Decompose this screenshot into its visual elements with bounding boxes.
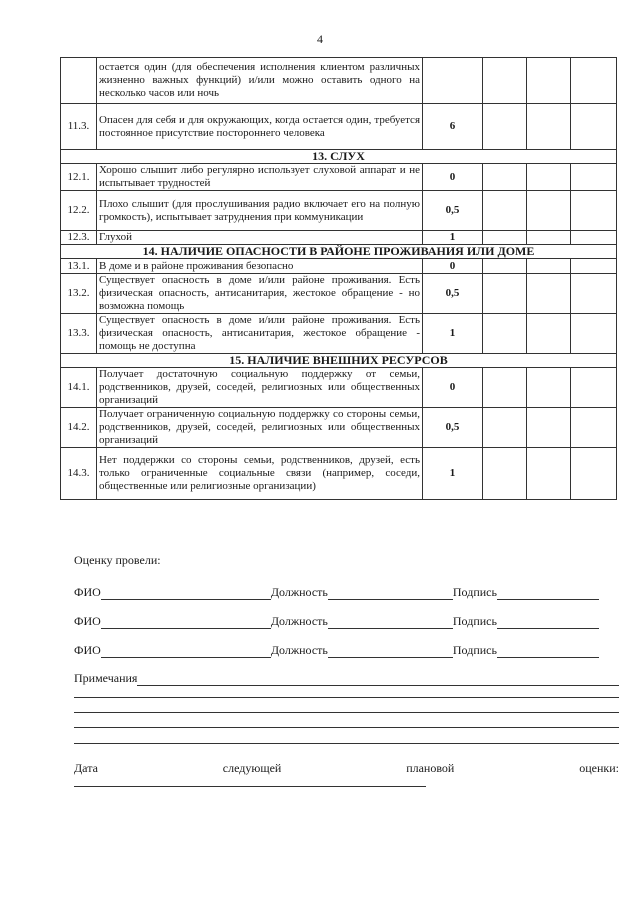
section-title: 13. СЛУХ bbox=[61, 150, 617, 164]
fio-label: ФИО bbox=[74, 643, 101, 657]
item-number: 11.3. bbox=[61, 104, 97, 150]
notes-line[interactable] bbox=[74, 697, 619, 698]
assessment-cell[interactable] bbox=[483, 314, 527, 354]
assessment-cell[interactable] bbox=[527, 231, 571, 245]
assessment-cell[interactable] bbox=[527, 191, 571, 231]
item-score: 0,5 bbox=[423, 191, 483, 231]
assessment-cell[interactable] bbox=[483, 274, 527, 314]
table-row bbox=[61, 274, 617, 314]
assessment-table bbox=[60, 57, 617, 500]
assessment-cell[interactable] bbox=[571, 408, 617, 448]
signature-block-1 bbox=[74, 584, 619, 600]
item-number: 13.2. bbox=[61, 274, 97, 314]
table-row bbox=[61, 104, 617, 150]
assessment-cell[interactable] bbox=[571, 259, 617, 274]
assessment-cell[interactable] bbox=[483, 259, 527, 274]
table-row bbox=[61, 448, 617, 500]
item-number: 13.3. bbox=[61, 314, 97, 354]
item-score: 0 bbox=[423, 164, 483, 191]
assessment-cell[interactable] bbox=[571, 368, 617, 408]
item-description: Глухой bbox=[97, 231, 423, 245]
assessment-cell[interactable] bbox=[571, 448, 617, 500]
item-description: Существует опасность в доме и/или районе проживания. Есть физическая опасность, антисанитария, жестокое обращение - но возможна помощь bbox=[97, 274, 423, 314]
assessment-cell[interactable] bbox=[527, 408, 571, 448]
item-score bbox=[423, 58, 483, 104]
item-score: 0 bbox=[423, 368, 483, 408]
section-header-row bbox=[61, 354, 617, 368]
assessment-cell[interactable] bbox=[483, 231, 527, 245]
signature-label: Подпись bbox=[452, 643, 497, 657]
item-description: Существует опасность в доме и/или районе проживания. Есть физическая опасность, антисанитария, жестокое обращение - помощь не доступна bbox=[97, 314, 423, 354]
assessment-cell[interactable] bbox=[483, 58, 527, 104]
assessment-cell[interactable] bbox=[527, 368, 571, 408]
table-row bbox=[61, 164, 617, 191]
notes-label: Примечания bbox=[74, 671, 138, 685]
item-description: Получает ограниченную социальную поддержку со стороны семьи, родственников, друзей, соседей, религиозных или общественных организаций bbox=[97, 408, 423, 448]
section-header-row bbox=[61, 245, 617, 259]
item-number: 12.2. bbox=[61, 191, 97, 231]
date-field[interactable] bbox=[74, 786, 426, 787]
item-number: 12.1. bbox=[61, 164, 97, 191]
table-row bbox=[61, 231, 617, 245]
assessment-cell[interactable] bbox=[483, 164, 527, 191]
table-row bbox=[61, 58, 617, 104]
assessment-cell[interactable] bbox=[571, 314, 617, 354]
item-number bbox=[61, 58, 97, 104]
assessment-cell[interactable] bbox=[571, 274, 617, 314]
fio-field[interactable] bbox=[101, 646, 271, 658]
page-number: 4 bbox=[317, 32, 323, 46]
fio-field[interactable] bbox=[101, 617, 271, 629]
assessment-cell[interactable] bbox=[527, 274, 571, 314]
item-score: 0,5 bbox=[423, 274, 483, 314]
item-score: 0,5 bbox=[423, 408, 483, 448]
item-description: Хорошо слышит либо регулярно использует слуховой аппарат и не испытывает трудностей bbox=[97, 164, 423, 191]
next-assessment-date bbox=[74, 761, 619, 776]
item-description: Опасен для себя и для окружающих, когда остается один, требуется постоянное присутствие постороннего человека bbox=[97, 104, 423, 150]
table-row bbox=[61, 259, 617, 274]
item-description: Плохо слышит (для прослушивания радио включает его на полную громкость), испытывает затруднения при коммуникации bbox=[97, 191, 423, 231]
notes-line[interactable] bbox=[74, 743, 619, 744]
position-field[interactable] bbox=[328, 588, 453, 600]
position-label: Должность bbox=[270, 614, 328, 628]
item-number: 14.3. bbox=[61, 448, 97, 500]
assessment-title: Оценку провели: bbox=[74, 553, 161, 567]
assessment-cell[interactable] bbox=[571, 104, 617, 150]
assessment-cell[interactable] bbox=[527, 104, 571, 150]
item-score: 1 bbox=[423, 231, 483, 245]
assessment-cell[interactable] bbox=[527, 259, 571, 274]
fio-label: ФИО bbox=[74, 614, 101, 628]
position-field[interactable] bbox=[328, 646, 453, 658]
fio-label: ФИО bbox=[74, 585, 101, 599]
item-number: 14.2. bbox=[61, 408, 97, 448]
position-field[interactable] bbox=[328, 617, 453, 629]
date-word: следующей bbox=[222, 761, 282, 775]
item-description: В доме и в районе проживания безопасно bbox=[97, 259, 423, 274]
assessment-cell[interactable] bbox=[483, 448, 527, 500]
assessment-cell[interactable] bbox=[527, 164, 571, 191]
section-title: 14. НАЛИЧИЕ ОПАСНОСТИ В РАЙОНЕ ПРОЖИВАНИЯ ИЛИ ДОМЕ bbox=[61, 245, 617, 259]
assessment-cell[interactable] bbox=[527, 58, 571, 104]
table-row bbox=[61, 368, 617, 408]
assessment-cell[interactable] bbox=[483, 408, 527, 448]
item-score: 1 bbox=[423, 314, 483, 354]
date-word: Дата bbox=[74, 761, 98, 775]
notes-block bbox=[74, 670, 619, 686]
notes-field[interactable] bbox=[137, 674, 619, 686]
signature-label: Подпись bbox=[452, 614, 497, 628]
table-row bbox=[61, 191, 617, 231]
assessment-cell[interactable] bbox=[571, 58, 617, 104]
item-score: 1 bbox=[423, 448, 483, 500]
item-description: Нет поддержки со стороны семьи, родственников, друзей, есть только ограниченные социальные связи (например, соседи, общественные или религиозные организации) bbox=[97, 448, 423, 500]
table-row bbox=[61, 314, 617, 354]
assessment-cell[interactable] bbox=[527, 314, 571, 354]
signature-label: Подпись bbox=[452, 585, 497, 599]
section-header-row bbox=[61, 150, 617, 164]
assessment-cell[interactable] bbox=[571, 164, 617, 191]
item-description: Получает достаточную социальную поддержку от семьи, родственников, друзей, соседей, религиозных или общественных организаций bbox=[97, 368, 423, 408]
fio-field[interactable] bbox=[101, 588, 271, 600]
item-number: 12.3. bbox=[61, 231, 97, 245]
signature-field[interactable] bbox=[497, 588, 599, 600]
signature-block-2 bbox=[74, 613, 619, 629]
item-description: остается один (для обеспечения исполнения клиентом различных жизненно важных функций) и/или можно оставить одного на несколько часов или ночь bbox=[97, 58, 423, 104]
item-score: 0 bbox=[423, 259, 483, 274]
signature-field[interactable] bbox=[497, 646, 599, 658]
notes-line[interactable] bbox=[74, 727, 619, 728]
assessment-cell[interactable] bbox=[571, 231, 617, 245]
date-word: оценки: bbox=[579, 761, 619, 775]
position-label: Должность bbox=[270, 643, 328, 657]
assessment-cell[interactable] bbox=[527, 448, 571, 500]
assessment-cell[interactable] bbox=[571, 191, 617, 231]
item-number: 13.1. bbox=[61, 259, 97, 274]
notes-line[interactable] bbox=[74, 712, 619, 713]
signature-block-3 bbox=[74, 642, 619, 658]
item-number: 14.1. bbox=[61, 368, 97, 408]
assessment-cell[interactable] bbox=[483, 368, 527, 408]
date-word: плановой bbox=[406, 761, 455, 775]
signature-field[interactable] bbox=[497, 617, 599, 629]
assessment-cell[interactable] bbox=[483, 104, 527, 150]
table-row bbox=[61, 408, 617, 448]
position-label: Должность bbox=[270, 585, 328, 599]
assessment-cell[interactable] bbox=[483, 191, 527, 231]
item-score: 6 bbox=[423, 104, 483, 150]
section-title: 15. НАЛИЧИЕ ВНЕШНИХ РЕСУРСОВ bbox=[61, 354, 617, 368]
